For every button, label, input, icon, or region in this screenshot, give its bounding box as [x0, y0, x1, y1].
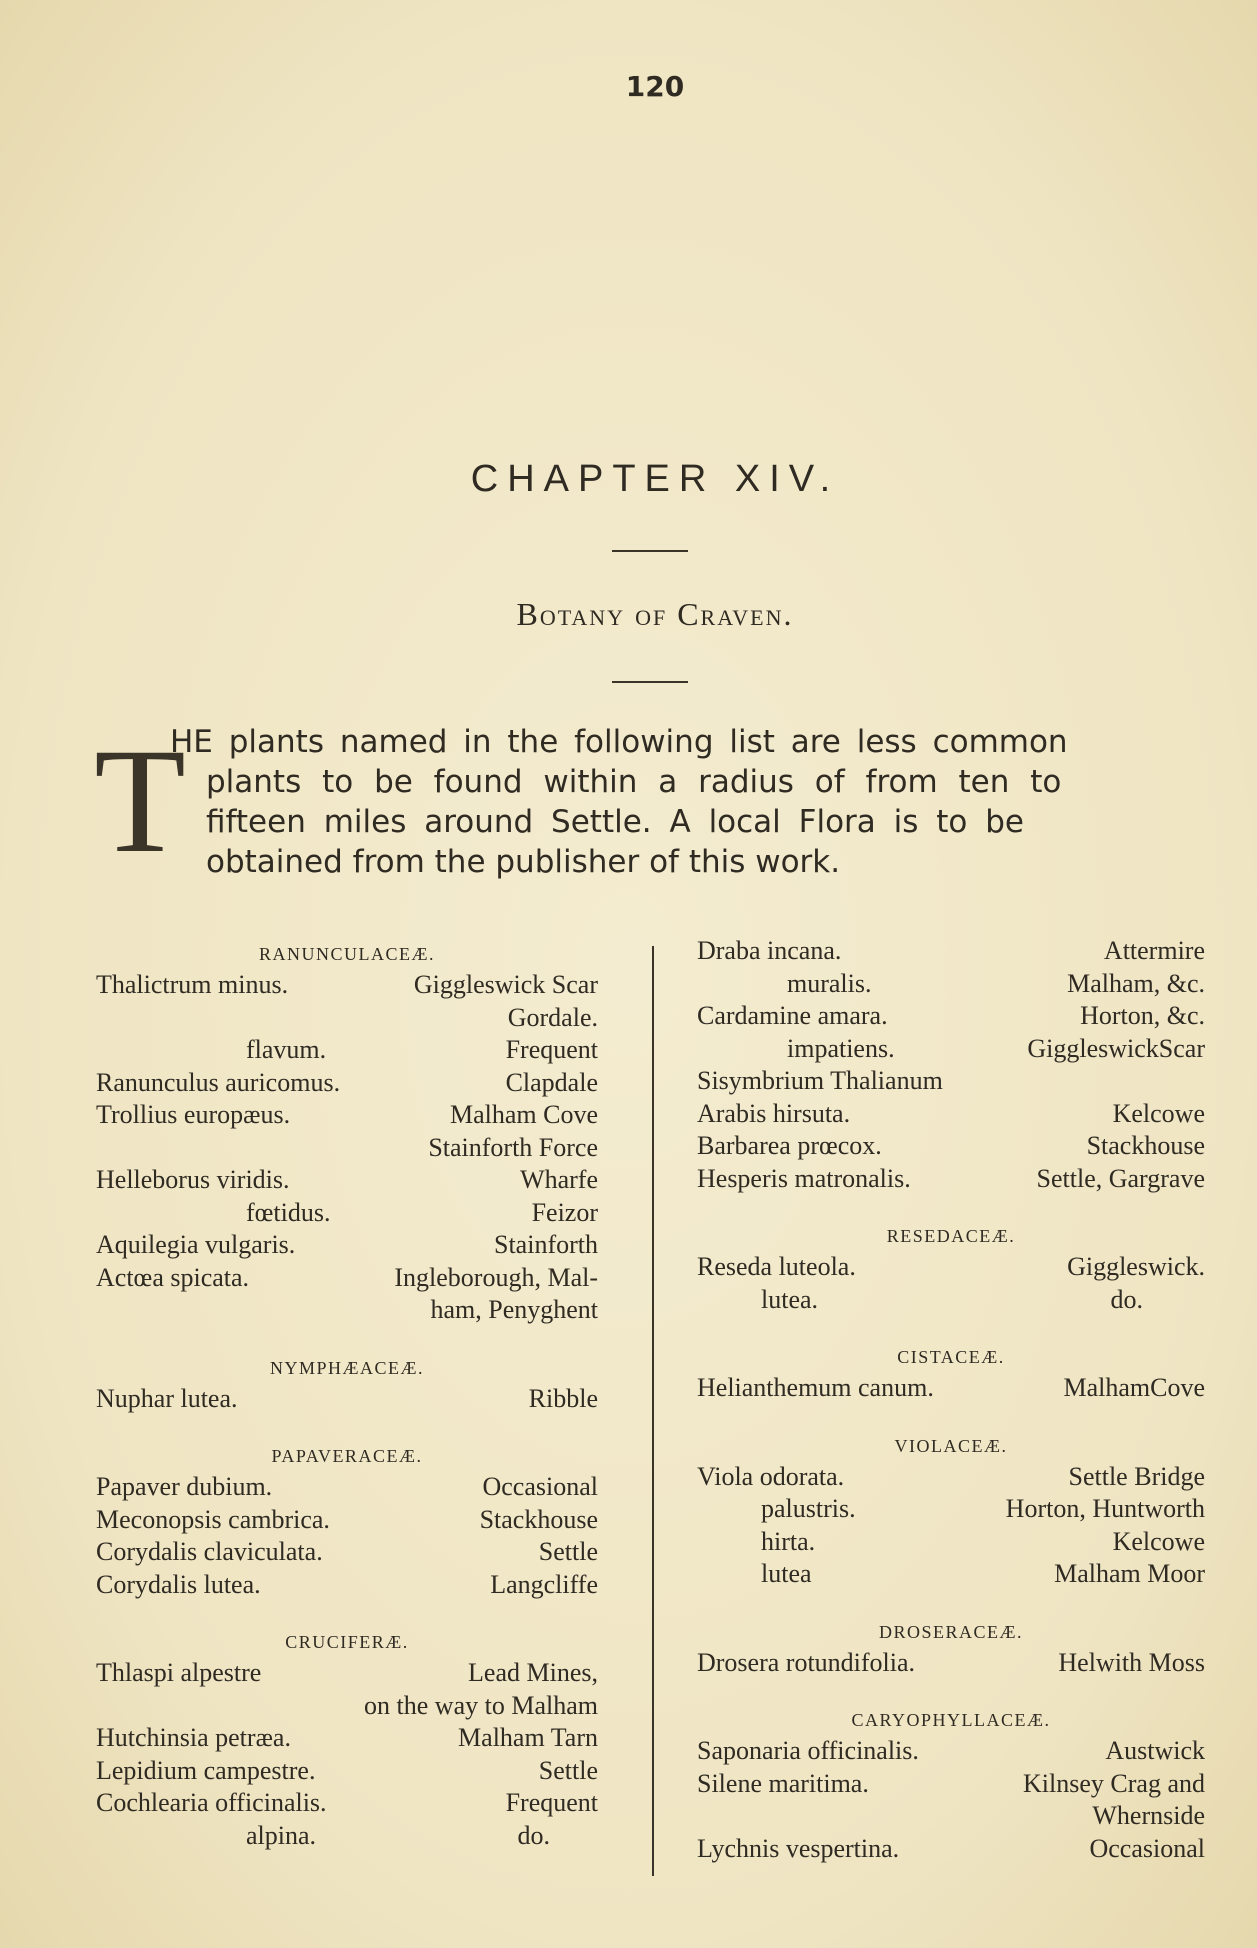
species-row: Papaver dubium. Occasional: [96, 1472, 598, 1501]
species-row: Lychnis vespertina. Occasional: [697, 1833, 1205, 1863]
family-heading: NYMPHÆACEÆ.: [269, 1357, 425, 1378]
species-row: impatiens. GiggleswickScar: [787, 1033, 1205, 1063]
family-heading: CISTACEÆ.: [897, 1347, 1005, 1367]
species-row: Viola odorata. Settle Bridge: [697, 1461, 1205, 1491]
species-row: Nuphar lutea. Ribble: [96, 1383, 598, 1413]
species-row: ham, Penyghent: [430, 1295, 598, 1324]
species-row: Corydalis lutea. Langcliffe: [96, 1569, 598, 1599]
chapter-title: CHAPTER XIV.: [470, 458, 840, 500]
intro-line-3: fifteen miles around Settle. A local Flora is to be: [206, 804, 1024, 840]
species-row: Whernside: [1092, 1801, 1205, 1830]
species-row: Arabis hirsuta. Kelcowe: [697, 1098, 1205, 1128]
species-row: muralis. Malham, &c.: [787, 968, 1205, 998]
left-column: [96, 935, 598, 1852]
family-heading: RANUNCULACEÆ.: [258, 944, 435, 964]
species-row: Lepidium campestre. Settle: [96, 1755, 598, 1785]
intro-line-text: HE plants named in the following list are less common: [170, 724, 1068, 760]
species-row: Barbarea prœcox. Stackhouse: [697, 1131, 1205, 1160]
species-row: lutea Malham Moor: [761, 1559, 1205, 1588]
family-heading: DROSERACEÆ.: [878, 1621, 1024, 1642]
species-row: Cardamine amara. Horton, &c.: [697, 1001, 1205, 1030]
intro-line-1: [170, 722, 1202, 762]
family-heading: CRUCIFERÆ.: [285, 1632, 409, 1652]
column-divider: [652, 946, 654, 1876]
species-row: lutea. do.: [761, 1284, 1143, 1314]
species-row: flavum. Frequent: [246, 1035, 598, 1064]
species-row: Hutchinsia petræa. Malham Tarn: [96, 1723, 598, 1752]
species-row: Thalictrum minus. Giggleswick Scar: [96, 970, 598, 999]
species-row: Trollius europæus. Malham Cove: [96, 1100, 598, 1129]
intro-paragraph: [206, 762, 1202, 882]
page-number: 120: [625, 70, 685, 103]
species-row: Saponaria officinalis. Austwick: [697, 1736, 1205, 1765]
species-row: palustris. Horton, Huntworth: [761, 1494, 1205, 1523]
drop-cap-letter: T: [94, 718, 186, 884]
species-row: Corydalis claviculata. Settle: [96, 1537, 598, 1566]
species-row: fœtidus. Feizor: [246, 1197, 598, 1227]
species-row: Helianthemum canum. MalhamCove: [697, 1373, 1205, 1402]
species-row: hirta. Kelcowe: [761, 1526, 1205, 1556]
species-row: Silene maritima. Kilnsey Crag and: [697, 1768, 1205, 1798]
species-row: alpina. do.: [246, 1820, 550, 1850]
section-subtitle: Botany of Craven.: [516, 596, 794, 632]
species-row: Meconopsis cambrica. Stackhouse: [96, 1504, 598, 1534]
intro-line-2: plants to be found within a radius of from ten to: [206, 764, 1062, 800]
family-heading: PAPAVERACEÆ.: [271, 1446, 423, 1466]
species-row: Sisymbrium Thalianum: [697, 1066, 943, 1095]
species-row: Cochlearia officinalis. Frequent: [96, 1788, 598, 1817]
species-row: Thlaspi alpestre Lead Mines,: [96, 1658, 598, 1687]
species-row: Ranunculus auricomus. Clapdale: [96, 1067, 598, 1097]
divider-rule: [612, 550, 688, 552]
species-row: Gordale.: [507, 1002, 598, 1032]
family-heading: RESEDACEÆ.: [886, 1226, 1016, 1246]
family-heading: VIOLACEÆ.: [894, 1435, 1008, 1456]
species-row: Reseda luteola. Giggleswick.: [697, 1252, 1205, 1281]
divider-rule: [612, 681, 688, 683]
species-row: Aquilegia vulgaris. Stainforth: [96, 1230, 598, 1259]
species-row: Actœa spicata. Ingleborough, Mal-: [96, 1262, 598, 1292]
intro-line-4: obtained from the publisher of this work.: [206, 844, 841, 880]
species-row: Helleborus viridis. Wharfe: [96, 1165, 598, 1194]
species-row: Draba incana. Attermire: [697, 936, 1205, 965]
right-column: [697, 935, 1205, 1865]
species-row: Stainforth Force: [428, 1132, 598, 1162]
species-row: on the way to Malham: [364, 1690, 598, 1720]
species-row: Hesperis matronalis. Settle, Gargrave: [697, 1163, 1205, 1193]
family-heading: CARYOPHYLLACEÆ.: [851, 1710, 1051, 1730]
species-row: Drosera rotundifolia. Helwith Moss: [697, 1647, 1205, 1677]
